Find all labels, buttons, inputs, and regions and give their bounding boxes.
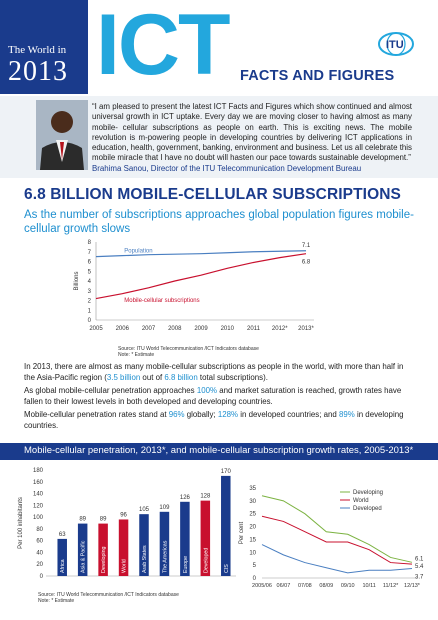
p1-text-a: In 2013, there are almost as many mobile-cellular subscriptions as people in the world, with more than half in the Asia-Pacific region ( (24, 362, 404, 382)
itu-logo-text: ITU (386, 39, 404, 51)
x-tick-label: 2011 (247, 326, 260, 332)
p3-highlight-developing: 89% (338, 410, 355, 419)
p3-highlight-developed: 128% (217, 410, 239, 419)
end-value-label: 5.4 (415, 564, 424, 571)
bottom-source-text: Source: ITU World Telecommunication /ICT Indicators database (38, 592, 179, 598)
x-tick-label: 08/09 (319, 583, 334, 589)
y-tick-label: 15 (249, 537, 256, 544)
paragraph-2 (24, 386, 416, 407)
bottom-note-text: Note: * Estimate (38, 598, 75, 604)
bar-category-label: Africa (60, 559, 67, 573)
x-tick-label: 10/11 (362, 583, 376, 589)
bar-value-label: 105 (138, 507, 150, 514)
y-tick-label: 10 (249, 550, 256, 557)
header-year: 2013 (8, 56, 68, 87)
y-tick-label: 6 (87, 259, 91, 266)
bar-category-label: Europe (182, 555, 189, 573)
x-tick-label: 2005 (89, 326, 103, 332)
y-tick-label: 140 (32, 491, 43, 498)
bar-value-label: 126 (179, 494, 190, 501)
y-tick-label: 30 (249, 498, 256, 505)
section-subtitle: As the number of subscriptions approaches global population figures mobile-cellular growth slows (24, 209, 414, 235)
x-tick-label: 2007 (141, 326, 156, 332)
y-tick-label: 100 (32, 515, 43, 522)
series-label: Mobile-cellular subscriptions (124, 297, 200, 304)
bar-category-label: CIS (223, 564, 230, 573)
y-tick-label: 25 (249, 511, 256, 518)
series-line (262, 496, 412, 563)
header-facts-title: FACTS AND FIGURES (240, 68, 395, 84)
series-line (262, 545, 412, 573)
y-tick-label: 20 (36, 562, 43, 569)
y-tick-label: 8 (87, 240, 91, 246)
legend-label: Developing (353, 490, 384, 496)
growth-rate-line-chart (236, 480, 432, 596)
p3-text-c: in developed countries; and (238, 410, 339, 419)
x-tick-label: 2010 (220, 326, 234, 332)
y-tick-label: 0 (252, 576, 256, 582)
bar-category-label: Developing (101, 546, 108, 573)
y-tick-label: 60 (36, 538, 43, 545)
subscriptions-vs-population-chart (70, 236, 330, 344)
end-value-label: 3.7 (415, 574, 424, 581)
bar-category-label: Arab States (142, 545, 148, 573)
p2-highlight: 100% (196, 386, 218, 395)
charts-band-title (0, 443, 438, 460)
itu-logo-icon (376, 30, 420, 58)
bar-value-label: 63 (58, 531, 66, 538)
bar-value-label: 96 (120, 512, 127, 519)
bar-value-label: 89 (99, 516, 107, 523)
bar-category-label: World (121, 559, 128, 573)
x-tick-label: 2005/06 (252, 583, 272, 589)
y-tick-label: 0 (39, 574, 43, 580)
header-ict-title: ICT (96, 0, 229, 93)
quote-text-block (92, 102, 412, 174)
y-tick-label: 4 (87, 279, 91, 285)
y-tick-label: 40 (36, 550, 43, 557)
x-tick-label: 2013* (298, 326, 314, 332)
y-tick-label: 2 (87, 298, 91, 305)
x-tick-label: 11/12* (382, 583, 399, 589)
p2-text-a: As global mobile-cellular penetration approaches (24, 386, 197, 395)
bar-category-label: The Americas (162, 540, 169, 573)
y-tick-label: 120 (32, 503, 43, 510)
bar-category-label: Asia & Pacific (80, 540, 87, 573)
paragraph-1 (24, 362, 416, 383)
series-line (96, 254, 306, 299)
p1-text-b: out of (140, 372, 165, 382)
director-photo (36, 100, 88, 170)
y-axis-label: Per 100 inhabitants (18, 497, 24, 549)
y-tick-label: 80 (36, 526, 43, 533)
series-label: Population (124, 248, 153, 255)
end-value-label: 7.1 (301, 242, 311, 249)
quote-text: “I am pleased to present the latest ICT Facts and Figures which show continued and almost universal growth in ICT uptake. Every day we are moving closer to having almost as many mobile- cellular subscriptions as people on earth. This is exciting news. The mobile revolution is m-powering people in developing countries by delivering ICT applications in education, health, government, banking, environment and business. Let us all celebrate this mobile miracle that I have no doubt will hasten our pace towards sustainable development.” (92, 102, 412, 163)
y-tick-label: 180 (32, 468, 43, 474)
header (0, 0, 438, 94)
y-tick-label: 160 (32, 479, 43, 486)
x-tick-label: 07/08 (297, 583, 312, 589)
bar-value-label: 170 (220, 468, 231, 475)
legend-label: World (353, 498, 369, 504)
chart1-source (118, 346, 259, 358)
y-tick-label: 5 (87, 269, 91, 276)
p1-highlight-total: 6.8 billion (164, 372, 198, 382)
y-axis-label: Per cent (239, 521, 245, 545)
chart1-note-text: Note: * Estimate (118, 352, 155, 358)
y-tick-label: 3 (87, 288, 91, 295)
x-tick-label: 2009 (194, 326, 208, 332)
y-tick-label: 5 (252, 563, 256, 570)
x-tick-label: 12/13* (404, 583, 420, 589)
section-title: 6.8 BILLION MOBILE-CELLULAR SUBSCRIPTIONS (24, 186, 401, 203)
p2-text-b: and market saturation is reached, growth rates have fallen to their lowest levels in both developed and developing countries. (24, 386, 402, 406)
header-year-panel (0, 0, 88, 94)
bar (221, 476, 231, 576)
bar-category-label: Developed (203, 547, 210, 573)
bar-value-label: 109 (159, 504, 170, 511)
x-tick-label: 2006 (115, 326, 129, 332)
penetration-bar-chart (14, 464, 240, 590)
band-title-text: Mobile-cellular penetration, 2013*, and mobile-cellular subscription growth rates, 2005-2013* (24, 445, 414, 456)
y-tick-label: 20 (249, 524, 256, 531)
chart1-source-text: Source: ITU World Telecommunication /ICT Indicators database (118, 346, 259, 352)
legend-label: Developed (353, 506, 382, 512)
portrait-icon (36, 100, 88, 170)
paragraph-3 (24, 410, 416, 431)
y-tick-label: 1 (87, 308, 91, 315)
p3-highlight-global: 96% (168, 410, 185, 419)
end-value-label: 6.1 (415, 556, 424, 563)
p3-text-d: in developing countries. (24, 410, 404, 430)
quote-attribution: Brahima Sanou, Director of the ITU Telecommunication Development Bureau (92, 163, 362, 173)
x-tick-label: 06/07 (276, 583, 291, 589)
x-tick-label: 2008 (168, 326, 182, 332)
p1-text-c: total subscriptions). (197, 372, 268, 382)
bar-value-label: 89 (79, 516, 87, 523)
bar-value-label: 128 (200, 493, 211, 500)
y-axis-label: Billions (74, 271, 80, 291)
y-tick-label: 7 (87, 249, 91, 256)
y-tick-label: 35 (249, 486, 256, 492)
end-value-label: 6.8 (301, 259, 311, 266)
y-tick-label: 0 (87, 318, 91, 324)
header-world-text: The World in (8, 44, 67, 56)
bottom-source (38, 592, 179, 604)
p1-highlight-asia: 3.5 billion (106, 372, 141, 382)
x-tick-label: 09/10 (340, 583, 355, 589)
x-tick-label: 2012* (271, 326, 288, 332)
p3-text-b: globally; (184, 410, 218, 419)
p3-text-a: Mobile-cellular penetration rates stand at (24, 410, 169, 419)
